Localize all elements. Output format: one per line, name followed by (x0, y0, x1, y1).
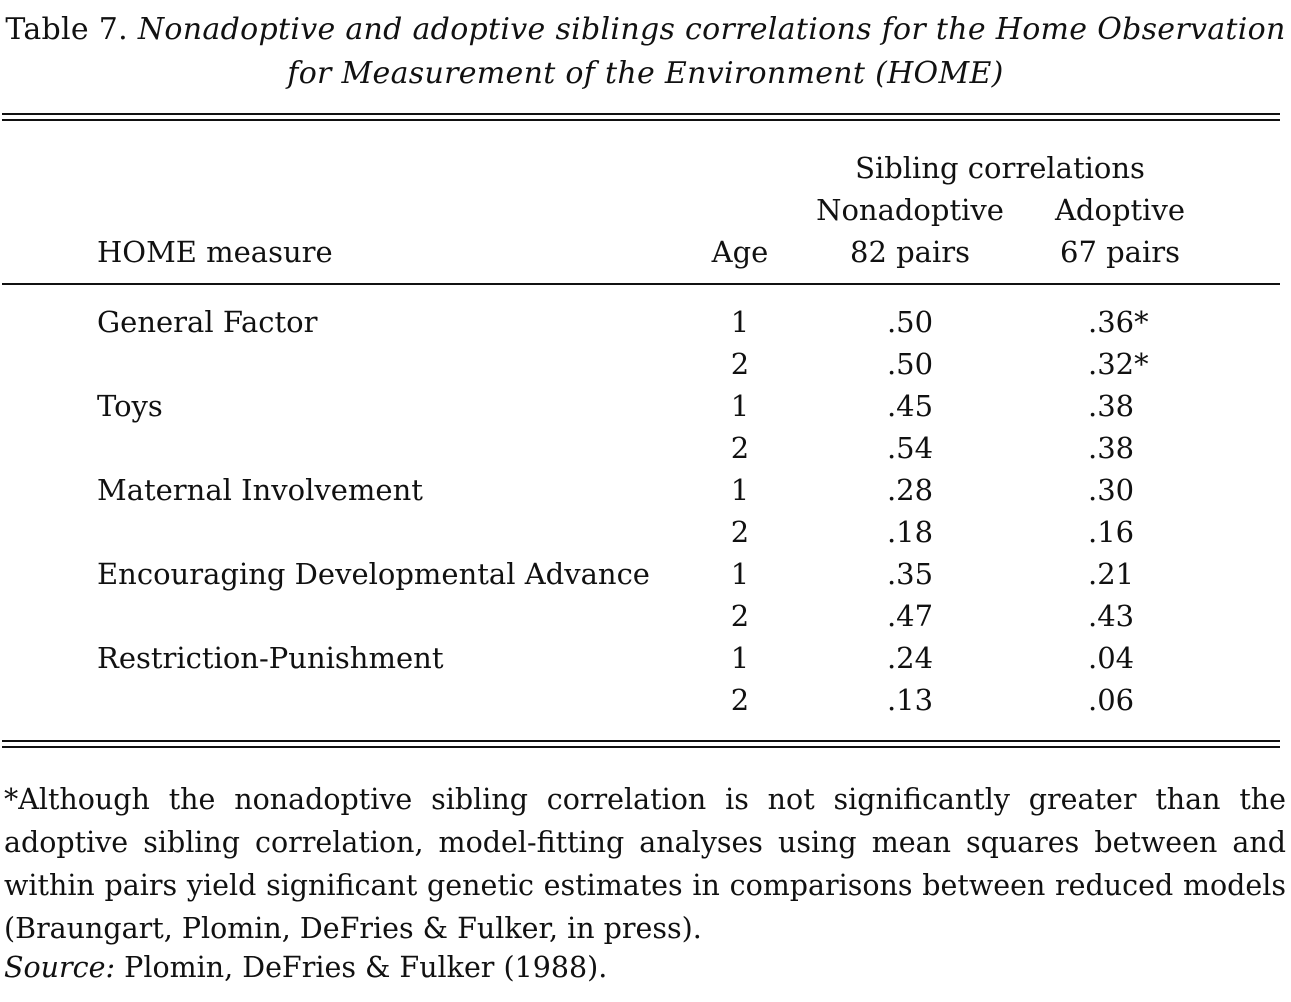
caption-line-1 (0, 8, 1291, 52)
caption-label: Table 7. (5, 12, 129, 47)
row-adoptive: .38 (1088, 389, 1135, 423)
header-age: Age (711, 235, 769, 269)
row-age: 2 (730, 599, 750, 633)
row-adoptive: .43 (1088, 599, 1135, 633)
row-age: 1 (730, 389, 750, 423)
row-nonadoptive: .45 (886, 389, 934, 423)
row-nonadoptive: .50 (886, 347, 934, 381)
header-sibling-correlations: Sibling correlations (855, 151, 1145, 185)
row-nonadoptive: .24 (886, 641, 934, 675)
row-age: 2 (730, 347, 750, 381)
row-age: 1 (730, 305, 750, 339)
header-rule (2, 283, 1280, 285)
row-age: 1 (730, 641, 750, 675)
header-nonadoptive: Nonadoptive (816, 193, 1004, 227)
row-measure: Restriction-Punishment (97, 641, 444, 675)
row-measure: Toys (97, 389, 163, 423)
caption-title-line-1: Nonadoptive and adoptive siblings correlations for the Home Observation (137, 12, 1286, 47)
top-rule-1 (2, 113, 1280, 115)
caption-title-line-2: for Measurement of the Environment (HOME) (287, 56, 1004, 91)
row-nonadoptive: .50 (886, 305, 934, 339)
bottom-rule-1 (2, 740, 1280, 742)
row-measure: Encouraging Developmental Advance (97, 557, 650, 591)
row-adoptive: .38 (1088, 431, 1135, 465)
row-nonadoptive: .35 (886, 557, 934, 591)
row-age: 2 (730, 683, 750, 717)
row-nonadoptive: .18 (886, 515, 934, 549)
source-text: Plomin, DeFries & Fulker (1988). (124, 951, 608, 984)
row-age: 2 (730, 515, 750, 549)
table-source (4, 946, 607, 989)
row-adoptive: .06 (1088, 683, 1135, 717)
source-label: Source: (4, 951, 116, 984)
row-adoptive: .16 (1088, 515, 1135, 549)
row-age: 1 (730, 557, 750, 591)
header-adoptive: Adoptive (1054, 193, 1185, 227)
row-age: 2 (730, 431, 750, 465)
row-nonadoptive: .28 (886, 473, 934, 507)
row-measure: Maternal Involvement (97, 473, 423, 507)
header-adoptive-n: 67 pairs (1060, 235, 1180, 269)
row-adoptive: .32* (1088, 347, 1149, 381)
row-nonadoptive: .54 (886, 431, 934, 465)
row-adoptive: .36* (1088, 305, 1149, 339)
row-age: 1 (730, 473, 750, 507)
header-home-measure: HOME measure (97, 235, 333, 269)
row-nonadoptive: .13 (886, 683, 934, 717)
row-measure: General Factor (97, 305, 318, 339)
table-footnote: *Although the nonadoptive sibling correlation is not significantly greater than the adoptive sibling correlation, model-fitting analyses using mean squares between and within pairs yield significant genetic estimates in comparisons between reduced models (Braungart, Plomin, DeFries & Fulker, in press). (4, 783, 1286, 945)
row-nonadoptive: .47 (886, 599, 934, 633)
table-caption (0, 8, 1291, 96)
row-adoptive: .21 (1088, 557, 1135, 591)
bottom-rule-2 (2, 746, 1280, 748)
row-adoptive: .04 (1088, 641, 1135, 675)
row-adoptive: .30 (1088, 473, 1135, 507)
header-nonadoptive-n: 82 pairs (850, 235, 970, 269)
top-rule-2 (2, 119, 1280, 121)
